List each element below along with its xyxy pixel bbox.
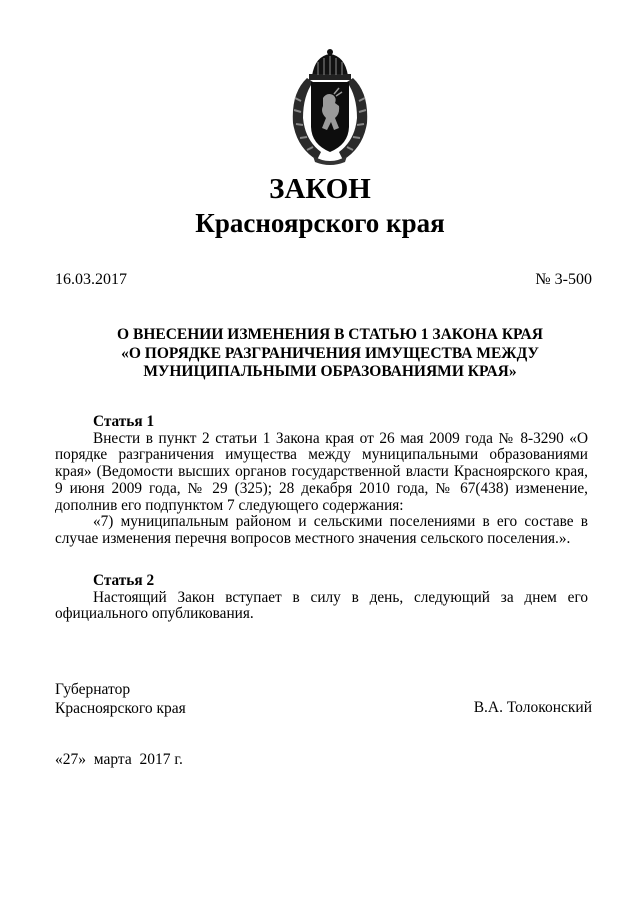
heading-line: «О ПОРЯДКЕ РАЗГРАНИЧЕНИЯ ИМУЩЕСТВА МЕЖДУ (121, 344, 539, 362)
article-2 (55, 573, 588, 623)
article-paragraph: «7) муниципальным районом и сельскими поселениями в его составе в случае изменения перечня вопросов местного значения сельского поселения.». (55, 513, 588, 547)
position-line: Красноярского края (55, 700, 186, 717)
article-title: Статья 2 (93, 572, 155, 589)
heading-line: О ВНЕСЕНИИ ИЗМЕНЕНИЯ В СТАТЬЮ 1 ЗАКОНА КРАЯ (117, 326, 543, 343)
heading-line: МУНИЦИПАЛЬНЫМИ ОБРАЗОВАНИЯМИ КРАЯ» (143, 363, 517, 380)
document-subtitle: Красноярского края (195, 208, 445, 238)
position-line: Губернатор (55, 681, 131, 698)
article-1 (55, 414, 588, 548)
signatory-position (55, 680, 186, 718)
article-paragraph: Настоящий Закон вступает в силу в день, следующий за днем его официального опубликования. (55, 588, 588, 623)
article-paragraph: Внести в пункт 2 статьи 1 Закона края от 26 мая 2009 года № 8-3290 «О порядке разграничения имущества между муниципальными образованиями края» (Ведомости высших органов государственной власти Красноярского края, 9 июня 2009 года, № 29 (325); 28 декабря 2010 года, № 67(438) изменение, дополнив его подпунктом 7 следующего содержания: (55, 429, 588, 514)
document-date: 16.03.2017 (55, 271, 127, 288)
article-title: Статья 1 (93, 413, 155, 430)
signing-date: «27» марта 2017 г. (55, 751, 183, 768)
signatory-name: В.А. Толоконский (473, 699, 592, 716)
document-title: ЗАКОН (269, 173, 371, 205)
law-heading (60, 326, 600, 382)
coat-of-arms-emblem (287, 48, 373, 168)
document-number: № 3-500 (535, 271, 592, 288)
